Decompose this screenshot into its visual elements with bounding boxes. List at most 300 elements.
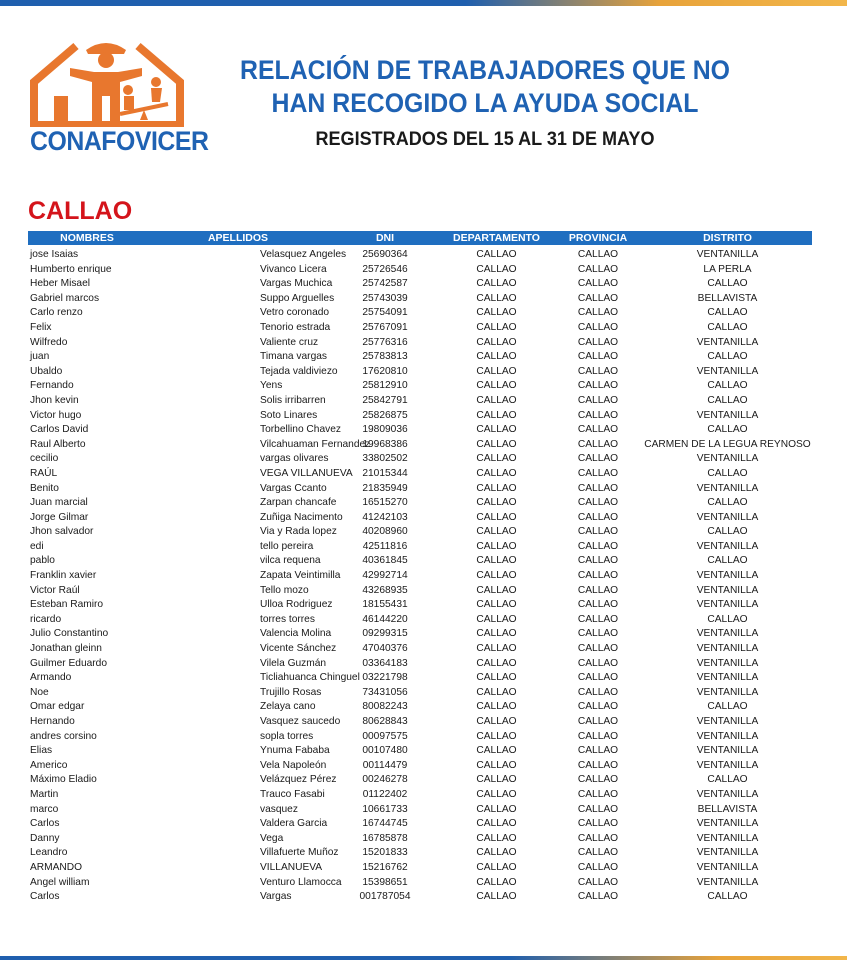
table-row bbox=[28, 803, 812, 818]
cell-departamento: CALLAO bbox=[476, 803, 517, 815]
table-row bbox=[28, 540, 812, 555]
cell-apellidos: Vela Napoleón bbox=[260, 759, 327, 771]
cell-provincia: CALLAO bbox=[577, 292, 619, 304]
cell-dni: 16785878 bbox=[362, 832, 408, 844]
workers-table bbox=[28, 231, 812, 905]
cell-departamento: CALLAO bbox=[476, 818, 517, 830]
table-header bbox=[28, 231, 812, 245]
cell-distrito: VENTANILLA bbox=[696, 409, 759, 421]
cell-distrito: VENTANILLA bbox=[696, 643, 759, 655]
cell-distrito: CALLAO bbox=[707, 497, 748, 509]
cell-distrito: VENTANILLA bbox=[696, 672, 759, 684]
cell-provincia: CALLAO bbox=[577, 263, 619, 275]
table-row bbox=[28, 496, 812, 511]
cell-nombres: Guilmer Eduardo bbox=[30, 657, 108, 669]
cell-apellidos: Tenorio estrada bbox=[260, 321, 331, 333]
cell-dni: 73431056 bbox=[362, 686, 408, 698]
table-row bbox=[28, 438, 812, 453]
cell-distrito: VENTANILLA bbox=[696, 570, 759, 582]
cell-departamento: CALLAO bbox=[476, 540, 517, 552]
cell-dni: 15216762 bbox=[362, 861, 408, 873]
cell-provincia: CALLAO bbox=[577, 716, 619, 727]
table-row bbox=[28, 686, 812, 701]
cell-apellidos: Tello mozo bbox=[260, 584, 309, 596]
cell-apellidos: Timana vargas bbox=[260, 351, 327, 363]
cell-distrito: CALLAO bbox=[707, 891, 748, 903]
cell-departamento: CALLAO bbox=[476, 409, 517, 421]
cell-distrito: VENTANILLA bbox=[696, 249, 759, 260]
cell-distrito: VENTANILLA bbox=[696, 876, 759, 888]
cell-nombres: marco bbox=[30, 803, 59, 815]
cell-dni: 01122402 bbox=[362, 788, 408, 800]
cell-apellidos: Trauco Fasabi bbox=[260, 788, 325, 800]
cell-distrito: VENTANILLA bbox=[696, 832, 759, 844]
cell-nombres: edi bbox=[30, 540, 44, 552]
table-row bbox=[28, 321, 812, 336]
cell-dni: 40361845 bbox=[362, 555, 408, 567]
cell-distrito: VENTANILLA bbox=[696, 861, 759, 873]
cell-nombres: Jhon salvador bbox=[30, 526, 94, 538]
cell-nombres: Jhon kevin bbox=[30, 394, 79, 406]
cell-departamento: CALLAO bbox=[476, 745, 517, 757]
cell-nombres: jose Isaias bbox=[30, 249, 79, 260]
cell-nombres: ricardo bbox=[30, 613, 62, 625]
table-row bbox=[28, 627, 812, 642]
cell-distrito: VENTANILLA bbox=[696, 788, 759, 800]
cell-provincia: CALLAO bbox=[577, 759, 619, 771]
cell-provincia: CALLAO bbox=[577, 526, 619, 538]
table-row bbox=[28, 511, 812, 526]
cell-apellidos: vasquez bbox=[260, 803, 298, 815]
cell-departamento: CALLAO bbox=[476, 716, 517, 727]
cell-nombres: Carlos David bbox=[30, 424, 89, 436]
table-row bbox=[28, 817, 812, 832]
cell-departamento: CALLAO bbox=[476, 511, 517, 523]
cell-provincia: CALLAO bbox=[577, 657, 619, 669]
cell-departamento: CALLAO bbox=[476, 832, 517, 844]
cell-nombres: pablo bbox=[30, 555, 55, 567]
cell-apellidos: torres torres bbox=[260, 613, 315, 625]
table-row bbox=[28, 423, 812, 438]
cell-distrito: CALLAO bbox=[707, 467, 748, 479]
cell-dni: 42511816 bbox=[362, 540, 408, 552]
page-title bbox=[223, 54, 747, 120]
table-row bbox=[28, 730, 812, 745]
table-row bbox=[28, 248, 812, 263]
cell-dni: 25690364 bbox=[362, 249, 408, 260]
header-provincia: PROVINCIA bbox=[568, 232, 628, 244]
cell-nombres: cecilio bbox=[30, 453, 59, 465]
cell-apellidos: Torbellino Chavez bbox=[260, 424, 341, 436]
cell-provincia: CALLAO bbox=[577, 643, 619, 655]
cell-apellidos: Yens bbox=[260, 380, 283, 392]
table-row bbox=[28, 657, 812, 672]
cell-distrito: BELLAVISTA bbox=[697, 803, 758, 815]
table-row bbox=[28, 365, 812, 380]
brand-name: CONAFOVICER bbox=[30, 126, 209, 156]
cell-departamento: CALLAO bbox=[476, 263, 517, 275]
cell-dni: 15201833 bbox=[362, 847, 408, 859]
cell-dni: 41242103 bbox=[362, 511, 408, 523]
cell-nombres: Julio Constantino bbox=[30, 628, 109, 640]
cell-departamento: CALLAO bbox=[476, 497, 517, 509]
cell-departamento: CALLAO bbox=[476, 599, 517, 611]
cell-departamento: CALLAO bbox=[476, 657, 517, 669]
cell-departamento: CALLAO bbox=[476, 643, 517, 655]
cell-departamento: CALLAO bbox=[476, 584, 517, 596]
cell-dni: 25776316 bbox=[362, 336, 408, 348]
cell-distrito: VENTANILLA bbox=[696, 716, 759, 727]
cell-provincia: CALLAO bbox=[577, 424, 619, 436]
cell-provincia: CALLAO bbox=[577, 803, 619, 815]
cell-provincia: CALLAO bbox=[577, 613, 619, 625]
table-row bbox=[28, 671, 812, 686]
table-row bbox=[28, 832, 812, 847]
cell-nombres: Danny bbox=[30, 832, 60, 844]
cell-distrito: CALLAO bbox=[707, 613, 748, 625]
cell-apellidos: Vasquez saucedo bbox=[260, 716, 341, 727]
cell-nombres: Armando bbox=[30, 672, 72, 684]
cell-apellidos: Zuñiga Nacimento bbox=[260, 511, 343, 523]
cell-provincia: CALLAO bbox=[577, 278, 619, 290]
cell-nombres: Franklin xavier bbox=[30, 570, 97, 582]
cell-provincia: CALLAO bbox=[577, 409, 619, 421]
cell-nombres: Angel william bbox=[30, 876, 90, 888]
cell-dni: 25754091 bbox=[362, 307, 408, 319]
cell-departamento: CALLAO bbox=[476, 307, 517, 319]
cell-provincia: CALLAO bbox=[577, 394, 619, 406]
top-accent-bar bbox=[0, 0, 847, 6]
cell-nombres: Noe bbox=[30, 686, 49, 698]
cell-provincia: CALLAO bbox=[577, 818, 619, 830]
cell-dni: 25742587 bbox=[362, 278, 408, 290]
cell-nombres: Jonathan gleinn bbox=[30, 643, 102, 655]
cell-provincia: CALLAO bbox=[577, 847, 619, 859]
cell-provincia: CALLAO bbox=[577, 599, 619, 611]
cell-dni: 80082243 bbox=[362, 701, 408, 713]
cell-provincia: CALLAO bbox=[577, 730, 619, 742]
cell-dni: 25842791 bbox=[362, 394, 408, 406]
cell-provincia: CALLAO bbox=[577, 467, 619, 479]
cell-departamento: CALLAO bbox=[476, 730, 517, 742]
cell-provincia: CALLAO bbox=[577, 701, 619, 713]
cell-dni: 03364183 bbox=[362, 657, 408, 669]
table-row bbox=[28, 744, 812, 759]
cell-apellidos: sopla torres bbox=[260, 730, 314, 742]
cell-apellidos: vilca requena bbox=[260, 555, 321, 567]
cell-provincia: CALLAO bbox=[577, 788, 619, 800]
cell-nombres: Elias bbox=[30, 745, 53, 757]
cell-apellidos: Venturo Llamocca bbox=[260, 876, 342, 888]
cell-distrito: VENTANILLA bbox=[696, 511, 759, 523]
cell-apellidos: VEGA VILLANUEVA bbox=[260, 467, 353, 479]
cell-provincia: CALLAO bbox=[577, 511, 619, 523]
table-body bbox=[28, 245, 812, 905]
cell-dni: 25826875 bbox=[362, 409, 408, 421]
table-row bbox=[28, 292, 812, 307]
cell-provincia: CALLAO bbox=[577, 774, 619, 786]
cell-nombres: Humberto enrique bbox=[30, 263, 112, 275]
cell-departamento: CALLAO bbox=[476, 321, 517, 333]
cell-nombres: Americo bbox=[30, 759, 68, 771]
table-row bbox=[28, 700, 812, 715]
cell-distrito: CALLAO bbox=[707, 701, 748, 713]
table-row bbox=[28, 613, 812, 628]
table-row bbox=[28, 394, 812, 409]
cell-distrito: VENTANILLA bbox=[696, 818, 759, 830]
cell-distrito: VENTANILLA bbox=[696, 599, 759, 611]
cell-provincia: CALLAO bbox=[577, 453, 619, 465]
cell-distrito: VENTANILLA bbox=[696, 628, 759, 640]
table-row bbox=[28, 554, 812, 569]
cell-apellidos: Villafuerte Muñoz bbox=[260, 847, 339, 859]
header-apellidos: APELLIDOS bbox=[207, 232, 269, 244]
cell-distrito: VENTANILLA bbox=[696, 657, 759, 669]
cell-provincia: CALLAO bbox=[577, 365, 619, 377]
cell-apellidos: Vilcahuaman Fernandez bbox=[260, 438, 371, 450]
cell-distrito: VENTANILLA bbox=[696, 482, 759, 494]
cell-nombres: RAÚL bbox=[30, 467, 58, 479]
cell-departamento: CALLAO bbox=[476, 613, 517, 625]
cell-departamento: CALLAO bbox=[476, 467, 517, 479]
cell-provincia: CALLAO bbox=[577, 438, 619, 450]
cell-nombres: andres corsino bbox=[30, 730, 97, 742]
cell-distrito: CALLAO bbox=[707, 394, 748, 406]
cell-apellidos: Vivanco Licera bbox=[260, 263, 327, 275]
cell-apellidos: Vargas bbox=[260, 891, 292, 903]
cell-dni: 15398651 bbox=[362, 876, 408, 888]
cell-departamento: CALLAO bbox=[476, 701, 517, 713]
table-row bbox=[28, 336, 812, 351]
cell-provincia: CALLAO bbox=[577, 745, 619, 757]
cell-apellidos: Vetro coronado bbox=[260, 307, 330, 319]
table-row bbox=[28, 452, 812, 467]
cell-dni: 25726546 bbox=[362, 263, 408, 275]
cell-nombres: Hernando bbox=[30, 716, 75, 727]
cell-departamento: CALLAO bbox=[476, 380, 517, 392]
cell-departamento: CALLAO bbox=[476, 453, 517, 465]
cell-dni: 00107480 bbox=[362, 745, 408, 757]
cell-departamento: CALLAO bbox=[476, 249, 517, 260]
cell-departamento: CALLAO bbox=[476, 774, 517, 786]
cell-distrito: VENTANILLA bbox=[696, 336, 759, 348]
cell-departamento: CALLAO bbox=[476, 570, 517, 582]
page-subtitle: REGISTRADOS DEL 15 AL 31 DE MAYO bbox=[315, 129, 655, 150]
cell-apellidos: Vicente Sánchez bbox=[260, 643, 337, 655]
cell-distrito: CALLAO bbox=[707, 380, 748, 392]
cell-departamento: CALLAO bbox=[476, 876, 517, 888]
cell-nombres: Victor Raúl bbox=[30, 584, 80, 596]
cell-dni: 42992714 bbox=[362, 570, 408, 582]
cell-provincia: CALLAO bbox=[577, 307, 619, 319]
table-row bbox=[28, 263, 812, 278]
cell-dni: 001787054 bbox=[359, 891, 411, 903]
cell-departamento: CALLAO bbox=[476, 891, 517, 903]
cell-dni: 18155431 bbox=[362, 599, 408, 611]
table-row bbox=[28, 306, 812, 321]
table-row bbox=[28, 467, 812, 482]
cell-distrito: CALLAO bbox=[707, 774, 748, 786]
cell-dni: 19968386 bbox=[362, 438, 408, 450]
cell-provincia: CALLAO bbox=[577, 861, 619, 873]
cell-apellidos: Velázquez Pérez bbox=[260, 774, 337, 786]
table-row bbox=[28, 715, 812, 730]
header-distrito: DISTRITO bbox=[703, 232, 752, 244]
cell-dni: 40208960 bbox=[362, 526, 408, 538]
cell-apellidos: Zapata Veintimilla bbox=[260, 570, 341, 582]
cell-provincia: CALLAO bbox=[577, 686, 619, 698]
cell-departamento: CALLAO bbox=[476, 438, 517, 450]
region-heading: CALLAO bbox=[28, 197, 133, 225]
cell-nombres: Esteban Ramiro bbox=[30, 599, 104, 611]
cell-departamento: CALLAO bbox=[476, 336, 517, 348]
cell-distrito: CARMEN DE LA LEGUA REYNOSO bbox=[644, 438, 811, 450]
cell-departamento: CALLAO bbox=[476, 628, 517, 640]
cell-distrito: VENTANILLA bbox=[696, 759, 759, 771]
table-row bbox=[28, 788, 812, 803]
table-row bbox=[28, 525, 812, 540]
table-row bbox=[28, 861, 812, 876]
cell-dni: 21835949 bbox=[362, 482, 408, 494]
cell-distrito: VENTANILLA bbox=[696, 365, 759, 377]
cell-nombres: Benito bbox=[30, 482, 59, 494]
cell-apellidos: Suppo Arguelles bbox=[260, 292, 335, 304]
title-line-2: HAN RECOGIDO LA AYUDA SOCIAL bbox=[271, 88, 699, 118]
cell-nombres: Felix bbox=[30, 321, 52, 333]
cell-distrito: VENTANILLA bbox=[696, 540, 759, 552]
cell-departamento: CALLAO bbox=[476, 278, 517, 290]
cell-departamento: CALLAO bbox=[476, 788, 517, 800]
table-row bbox=[28, 482, 812, 497]
cell-dni: 19809036 bbox=[362, 424, 408, 436]
cell-nombres: Carlos bbox=[30, 891, 60, 903]
cell-nombres: juan bbox=[30, 351, 50, 363]
cell-provincia: CALLAO bbox=[577, 584, 619, 596]
cell-apellidos: vargas olivares bbox=[260, 453, 329, 465]
cell-apellidos: Vargas Muchica bbox=[260, 278, 333, 290]
cell-departamento: CALLAO bbox=[476, 672, 517, 684]
table-row bbox=[28, 379, 812, 394]
cell-departamento: CALLAO bbox=[476, 847, 517, 859]
cell-distrito: CALLAO bbox=[707, 278, 748, 290]
cell-apellidos: Vargas Ccanto bbox=[260, 482, 327, 494]
cell-dni: 10661733 bbox=[362, 803, 408, 815]
cell-dni: 25783813 bbox=[362, 351, 408, 363]
cell-distrito: CALLAO bbox=[707, 307, 748, 319]
cell-dni: 00114479 bbox=[362, 759, 408, 771]
cell-apellidos: VILLANUEVA bbox=[260, 861, 323, 873]
cell-dni: 16744745 bbox=[362, 818, 408, 830]
header-nombres: NOMBRES bbox=[60, 232, 114, 244]
cell-nombres: Victor hugo bbox=[30, 409, 82, 421]
cell-apellidos: Ulloa Rodriguez bbox=[260, 599, 333, 611]
cell-nombres: Raul Alberto bbox=[30, 438, 86, 450]
header-dni: DNI bbox=[375, 232, 395, 244]
header-departamento: DEPARTAMENTO bbox=[453, 232, 540, 244]
cell-nombres: Martin bbox=[30, 788, 59, 800]
cell-distrito: VENTANILLA bbox=[696, 745, 759, 757]
cell-dni: 25743039 bbox=[362, 292, 408, 304]
cell-nombres: Gabriel marcos bbox=[30, 292, 100, 304]
cell-dni: 03221798 bbox=[362, 672, 408, 684]
cell-dni: 00246278 bbox=[362, 774, 408, 786]
cell-provincia: CALLAO bbox=[577, 321, 619, 333]
cell-apellidos: Vilela Guzmán bbox=[260, 657, 327, 669]
table-row bbox=[28, 890, 812, 905]
table-row bbox=[28, 409, 812, 424]
cell-dni: 25812910 bbox=[362, 380, 408, 392]
cell-provincia: CALLAO bbox=[577, 540, 619, 552]
cell-provincia: CALLAO bbox=[577, 497, 619, 509]
table-row bbox=[28, 598, 812, 613]
cell-distrito: CALLAO bbox=[707, 321, 748, 333]
cell-dni: 25767091 bbox=[362, 321, 408, 333]
cell-nombres: Leandro bbox=[30, 847, 68, 859]
cell-dni: 09299315 bbox=[362, 628, 408, 640]
cell-nombres: Omar edgar bbox=[30, 701, 85, 713]
cell-apellidos: Soto Linares bbox=[260, 409, 318, 421]
cell-provincia: CALLAO bbox=[577, 891, 619, 903]
cell-departamento: CALLAO bbox=[476, 394, 517, 406]
cell-provincia: CALLAO bbox=[577, 832, 619, 844]
table-row bbox=[28, 277, 812, 292]
table-row bbox=[28, 350, 812, 365]
cell-apellidos: Valiente cruz bbox=[260, 336, 319, 348]
cell-provincia: CALLAO bbox=[577, 672, 619, 684]
cell-nombres: Jorge Gilmar bbox=[30, 511, 89, 523]
cell-distrito: VENTANILLA bbox=[696, 847, 759, 859]
cell-nombres: Wilfredo bbox=[30, 336, 68, 348]
cell-provincia: CALLAO bbox=[577, 876, 619, 888]
cell-apellidos: Velasquez Angeles bbox=[260, 249, 347, 260]
cell-departamento: CALLAO bbox=[476, 555, 517, 567]
cell-departamento: CALLAO bbox=[476, 424, 517, 436]
cell-apellidos: Solis irribarren bbox=[260, 394, 326, 406]
table-row bbox=[28, 584, 812, 599]
cell-dni: 21015344 bbox=[362, 467, 408, 479]
table-row bbox=[28, 876, 812, 891]
cell-nombres: Máximo Eladio bbox=[30, 774, 97, 786]
cell-provincia: CALLAO bbox=[577, 628, 619, 640]
cell-apellidos: Tejada valdiviezo bbox=[260, 365, 338, 377]
cell-provincia: CALLAO bbox=[577, 570, 619, 582]
cell-apellidos: Via y Rada lopez bbox=[260, 526, 337, 538]
cell-distrito: VENTANILLA bbox=[696, 686, 759, 698]
table-row bbox=[28, 846, 812, 861]
cell-provincia: CALLAO bbox=[577, 555, 619, 567]
cell-nombres: Ubaldo bbox=[30, 365, 63, 377]
cell-nombres: Heber Misael bbox=[30, 278, 91, 290]
cell-distrito: CALLAO bbox=[707, 526, 748, 538]
cell-apellidos: tello pereira bbox=[260, 540, 314, 552]
cell-departamento: CALLAO bbox=[476, 292, 517, 304]
cell-departamento: CALLAO bbox=[476, 759, 517, 771]
cell-distrito: CALLAO bbox=[707, 424, 748, 436]
title-line-1: RELACIÓN DE TRABAJADORES QUE NO bbox=[240, 55, 730, 85]
cell-apellidos: Vega bbox=[260, 832, 284, 844]
cell-distrito: CALLAO bbox=[707, 555, 748, 567]
cell-provincia: CALLAO bbox=[577, 482, 619, 494]
cell-provincia: CALLAO bbox=[577, 336, 619, 348]
cell-apellidos: Ticliahuanca Chinguel bbox=[260, 672, 360, 684]
cell-nombres: Fernando bbox=[30, 380, 74, 392]
cell-nombres: ARMANDO bbox=[30, 861, 83, 873]
cell-nombres: Carlos bbox=[30, 818, 60, 830]
cell-distrito: VENTANILLA bbox=[696, 730, 759, 742]
cell-nombres: Juan marcial bbox=[30, 497, 88, 509]
cell-provincia: CALLAO bbox=[577, 351, 619, 363]
cell-distrito: BELLAVISTA bbox=[697, 292, 758, 304]
